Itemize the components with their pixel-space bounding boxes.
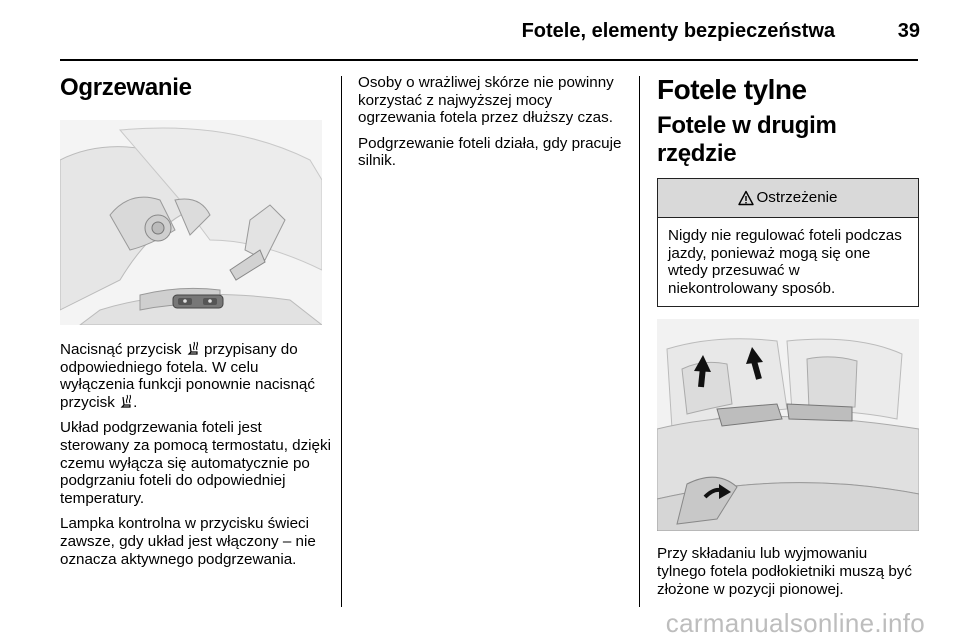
text-press-button-start: Nacisnąć przycisk	[60, 341, 186, 358]
page-number: 39	[897, 20, 920, 42]
rear-seats-armrest-illustration	[657, 319, 919, 531]
watermark: carmanualsonline.info	[665, 608, 925, 638]
page-header-title: Fotele, elementy bezpieczeństwa	[521, 20, 835, 42]
section-heading-rear-seats: Fotele tylne	[657, 74, 807, 105]
seat-heater-icon-2	[119, 394, 133, 409]
warning-box	[657, 178, 919, 307]
paragraph-engine-running: Podgrzewanie foteli działa, gdy pracuje silnik.	[358, 134, 622, 170]
section-heading-heating: Ogrzewanie	[60, 74, 192, 101]
warning-text: Nigdy nie regulować foteli podczas jazdy, ponieważ mogą się one wtedy przesuwać w niekontrolowany sposób.	[668, 227, 902, 297]
warning-triangle-icon	[738, 190, 754, 206]
header-rule	[60, 59, 918, 61]
subheading-second-row: Fotele w drugim rzędzie	[657, 112, 837, 167]
warning-title: Ostrzeżenie	[756, 189, 838, 207]
seat-heater-icon	[186, 341, 200, 356]
text-press-button-end: .	[133, 393, 138, 411]
warning-header	[658, 179, 918, 218]
column-heating	[60, 74, 332, 576]
column-divider-right	[639, 76, 640, 607]
paragraph-thermostat: Układ podgrzewania foteli jest sterowany za pomocą termostatu, dzięki czemu wyłącza się automatycznie po podgrzaniu foteli do odpowiedniej temperatury.	[60, 419, 331, 507]
column-divider-left	[341, 76, 342, 607]
paragraph-sensitive-skin: Osoby o wrażliwej skórze nie powinny korzystać z najwyższej mocy ogrzewania fotela przez dłuższy czas.	[358, 74, 614, 127]
paragraph-press-button	[60, 341, 332, 411]
text-press-button-middle: przypisany do odpowiedniego fotela. W celu wyłączenia funkcji ponownie nacisnąć przycisk	[60, 341, 315, 411]
column-rear-seats	[657, 74, 919, 606]
column-heating-cont	[358, 74, 630, 178]
seat-heating-button-illustration	[60, 120, 322, 325]
paragraph-indicator-lamp: Lampka kontrolna w przycisku świeci zawsze, gdy układ jest włączony – nie oznacza aktywnego podgrzewania.	[60, 515, 316, 568]
paragraph-armrests: Przy składaniu lub wyjmowaniu tylnego fotela podłokietniki muszą być złożone w pozycji pionowej.	[657, 545, 912, 598]
